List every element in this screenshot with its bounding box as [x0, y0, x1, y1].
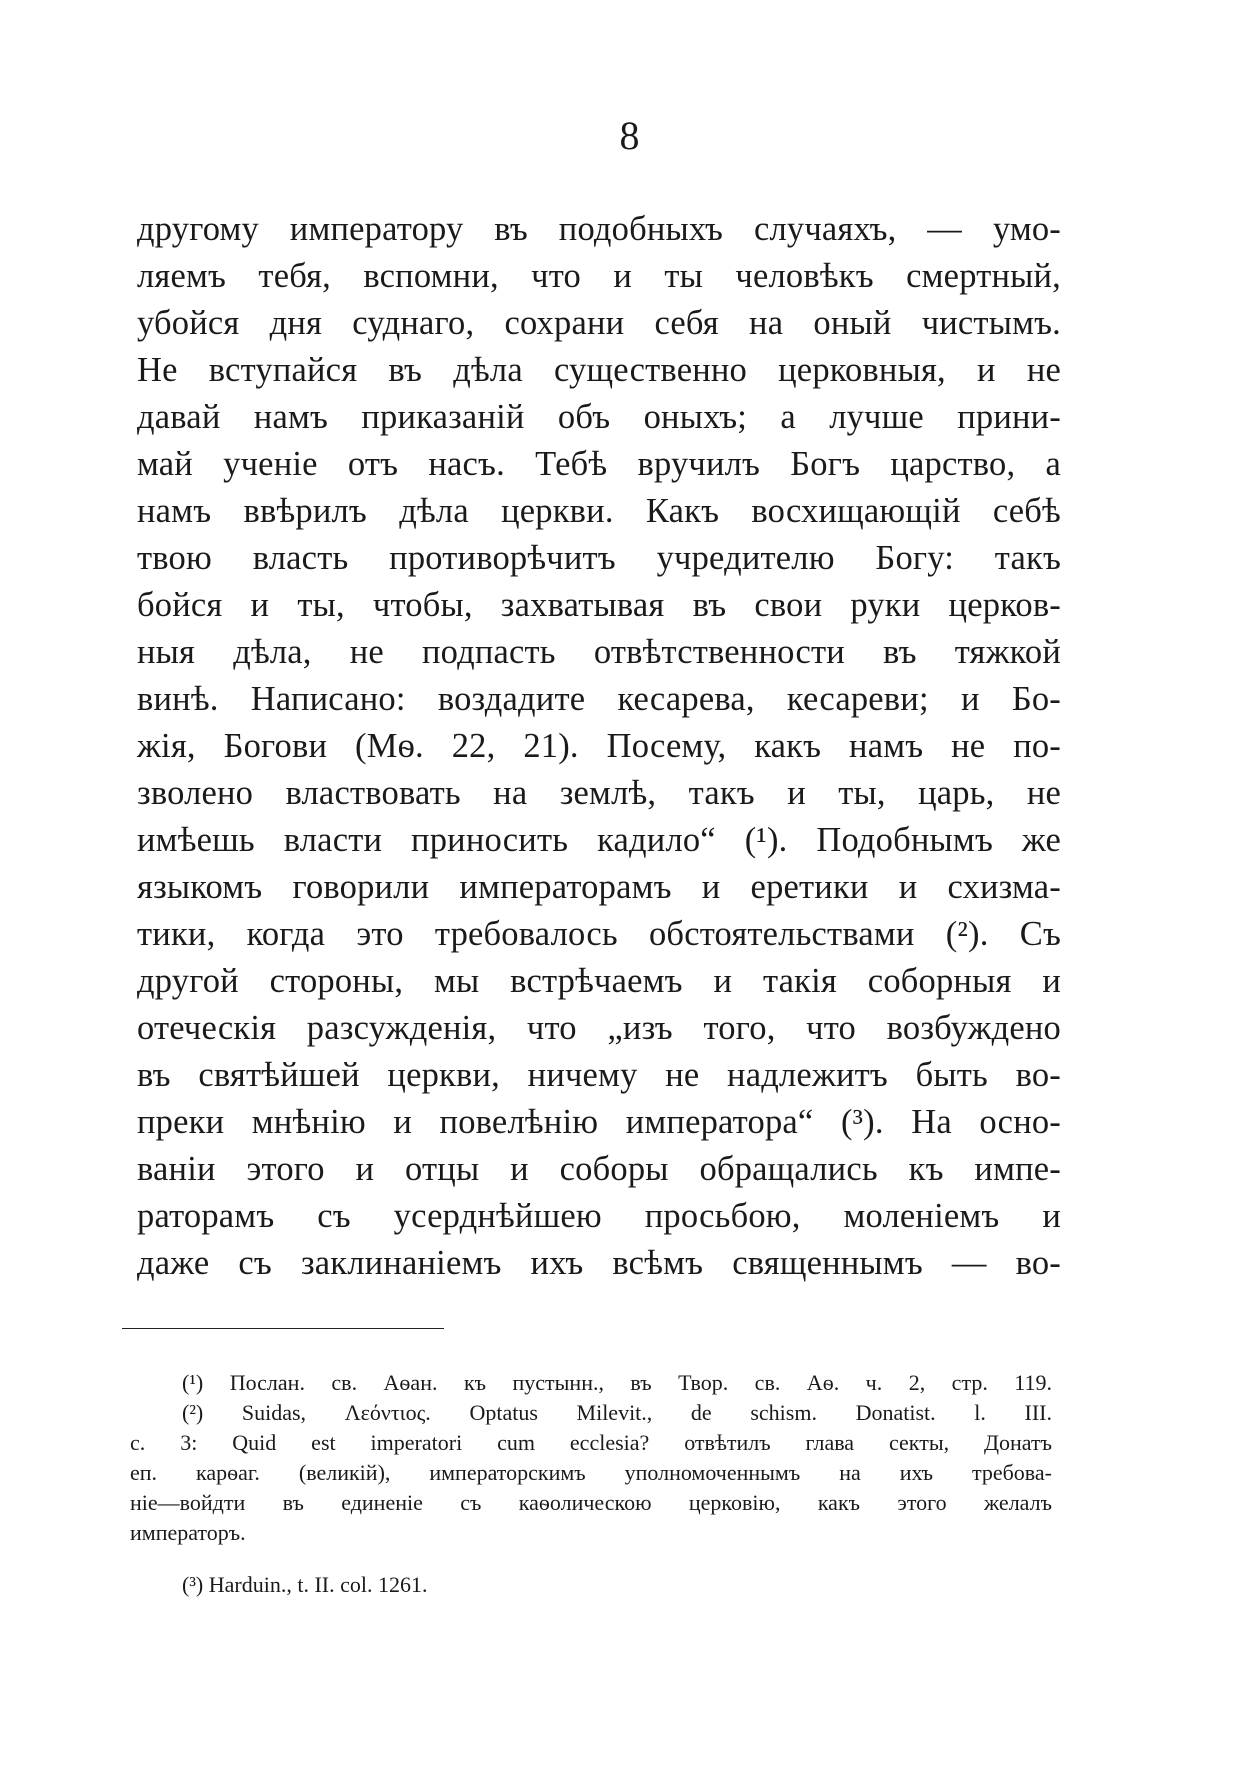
text-line: ваніи этого и отцы и соборы обращались къ импе-: [137, 1150, 1061, 1188]
text-line: ляемъ тебя, вспомни, что и ты человѣкъ смертный,: [137, 257, 1061, 295]
text-line: убойся дня суднаго, сохрани себя на оный чистымъ.: [137, 304, 1061, 342]
text-line: намъ ввѣрилъ дѣла церкви. Какъ восхищающій себѣ: [137, 492, 1061, 530]
footnote-1: (¹) Послан. св. Аѳан. къ пустынн., въ Твор. св. Аѳ. ч. 2, стр. 119.: [182, 1370, 1052, 1395]
text-line: май ученіе отъ насъ. Тебѣ вручилъ Богъ царство, а: [137, 445, 1061, 483]
footnotes: [130, 1368, 1052, 1600]
text-line: Не вступайся въ дѣла существенно церковныя, и не: [137, 351, 1061, 389]
text-line: другой стороны, мы встрѣчаемъ и такія соборныя и: [137, 962, 1061, 1000]
text-line: въ святѣйшей церкви, ничему не надлежитъ быть во-: [137, 1056, 1061, 1094]
footnote-separator: [122, 1328, 444, 1329]
text-line: языкомъ говорили императорамъ и еретики и схизма-: [137, 868, 1061, 906]
text-line: тики, когда это требовалось обстоятельствами (²). Съ: [137, 915, 1061, 953]
text-line: раторамъ съ усерднѣйшею просьбою, моленіемъ и: [137, 1197, 1061, 1235]
text-line: твою власть противорѣчитъ учредителю Богу: такъ: [137, 539, 1061, 577]
text-line: отеческія разсужденія, что „изъ того, что возбуждено: [137, 1009, 1061, 1047]
text-line: бойся и ты, чтобы, захватывая въ свои руки церков-: [137, 586, 1061, 624]
footnote-2-line: еп. карѳаг. (великій), императорскимъ уполномоченнымъ на ихъ требова-: [130, 1460, 1052, 1485]
text-line: ныя дѣла, не подпасть отвѣтственности въ тяжкой: [137, 633, 1061, 671]
footnote-2-line: императоръ.: [130, 1520, 246, 1545]
text-line: преки мнѣнію и повелѣнію императора“ (³). На осно-: [137, 1103, 1061, 1141]
text-line: имѣешь власти приносить кадило“ (¹). Подобнымъ же: [137, 821, 1061, 859]
footnote-3: (³) Harduin., t. II. col. 1261.: [182, 1572, 428, 1597]
footnote-2-line: ніе—войдти въ единеніе съ каѳолическою церковію, какъ этого желалъ: [130, 1490, 1052, 1515]
page-number: 8: [619, 113, 640, 158]
footnote-gap: [130, 1548, 1052, 1570]
text-line: давай намъ приказаній объ оныхъ; а лучше прини-: [137, 398, 1061, 436]
text-line: даже съ заклинаніемъ ихъ всѣмъ священнымъ — во-: [137, 1244, 1061, 1282]
footnote-2-line: (²) Suidas, Λεόντιος. Optatus Milevit., de schism. Donatist. l. III.: [182, 1400, 1052, 1425]
text-line: винѣ. Написано: воздадите кесарева, кесареви; и Бо-: [137, 680, 1061, 718]
text-line: жія, Богови (Мѳ. 22, 21). Посему, какъ намъ не по-: [137, 727, 1061, 765]
text-line: другому императору въ подобныхъ случаяхъ, — умо-: [137, 210, 1061, 248]
text-line: зволено властвовать на землѣ, такъ и ты, царь, не: [137, 774, 1061, 812]
main-text: [137, 206, 1061, 1287]
footnote-2-line: c. 3: Quid est imperatori cum ecclesia? отвѣтилъ глава секты, Донатъ: [130, 1430, 1052, 1455]
